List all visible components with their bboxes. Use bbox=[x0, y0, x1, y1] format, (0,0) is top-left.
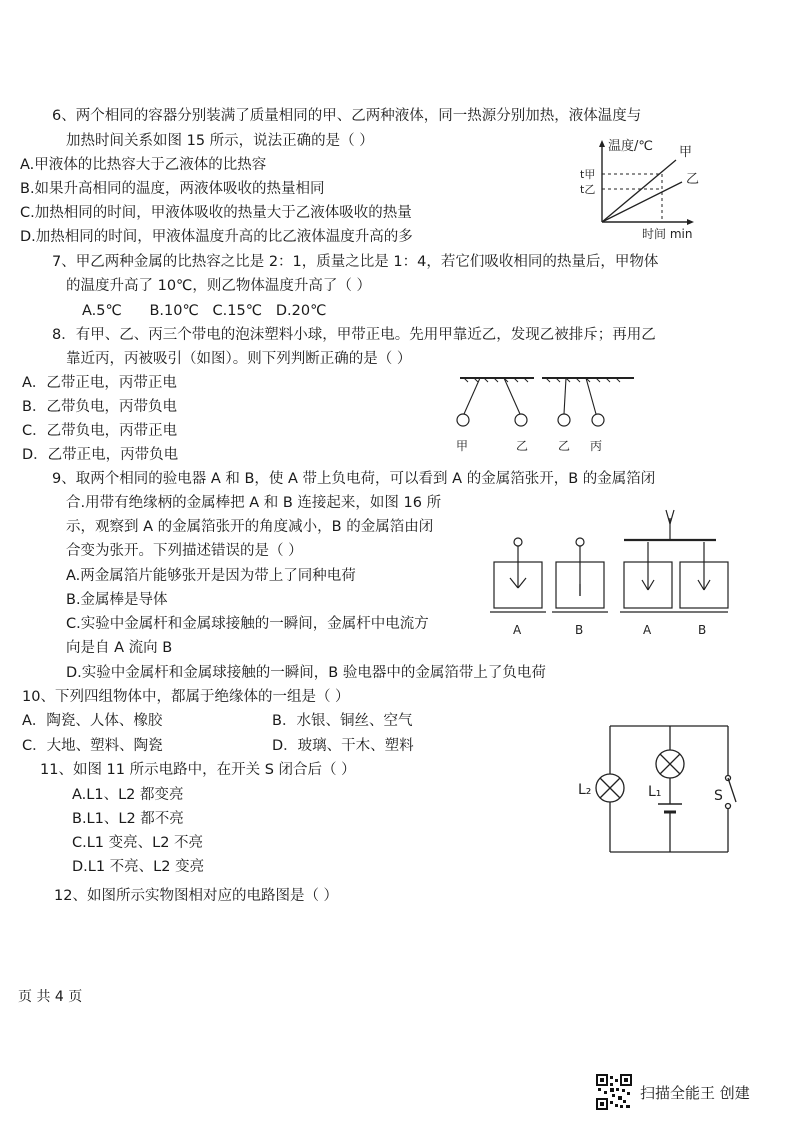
q9-label-a-2: A bbox=[643, 623, 652, 637]
q9-option-b: B.金属棒是导体 bbox=[66, 592, 168, 608]
q9-label-a-1: A bbox=[513, 623, 522, 637]
q6-graph-t-yi: t乙 bbox=[580, 183, 596, 196]
q6-stem-line1: 6、两个相同的容器分别装满了质量相同的甲、乙两种液体，同一热源分别加热，液体温度与 bbox=[52, 108, 642, 124]
q8-option-a: A．乙带正电，丙带正电 bbox=[22, 375, 177, 391]
q8-hanging-balls-figure bbox=[450, 370, 650, 458]
q8-option-b: B．乙带负电，丙带负电 bbox=[22, 399, 177, 415]
q8-stem-line1: 8．有甲、乙、丙三个带电的泡沫塑料小球，甲带正电。先用甲靠近乙，发现乙被排斥；再用乙 bbox=[52, 327, 656, 343]
q8-label-jia: 甲 bbox=[456, 439, 469, 453]
q8-label-yi-2: 乙 bbox=[558, 439, 571, 453]
q11-label-l2: L₂ bbox=[578, 782, 592, 798]
q11-option-b: B.L1、L2 都不亮 bbox=[72, 811, 184, 827]
q6-graph-ylabel: 温度/℃ bbox=[608, 139, 653, 154]
q8-stem-line2: 靠近丙，丙被吸引（如图）。则下列判断正确的是（ ） bbox=[66, 351, 412, 367]
q8-option-d: D．乙带正电，丙带负电 bbox=[22, 447, 179, 463]
q9-stem-line4: 合变为张开。下列描述错误的是（ ） bbox=[66, 543, 303, 559]
q10-option-c: C．大地、塑料、陶瓷 bbox=[22, 738, 163, 754]
q12-stem: 12、如图所示实物图相对应的电路图是（ ） bbox=[54, 888, 339, 904]
q8-label-bing: 丙 bbox=[590, 439, 603, 453]
q9-label-b-2: B bbox=[698, 623, 707, 637]
q7-stem-line1: 7、甲乙两种金属的比热容之比是 2：1，质量之比是 1：4，若它们吸收相同的热量后，甲物体 bbox=[52, 254, 659, 270]
q6-graph-line-jia: 甲 bbox=[679, 145, 693, 160]
q11-label-s: S bbox=[714, 788, 723, 804]
q6-temperature-time-graph bbox=[578, 136, 708, 244]
q9-label-b-1: B bbox=[575, 623, 584, 637]
q9-option-c-cont: 向是自 A 流向 B bbox=[66, 640, 173, 656]
q11-circuit-diagram bbox=[576, 716, 746, 858]
q10-option-d: D．玻璃、干木、塑料 bbox=[272, 738, 414, 754]
q9-stem-line2: 合.用带有绝缘柄的金属棒把 A 和 B 连接起来，如图 16 所 bbox=[66, 495, 442, 511]
scanner-label: 扫描全能王 创建 bbox=[640, 1083, 750, 1102]
q11-option-a: A.L1、L2 都变亮 bbox=[72, 787, 184, 803]
q11-label-l1: L₁ bbox=[648, 784, 662, 800]
q11-option-d: D.L1 不亮、L2 变亮 bbox=[72, 859, 205, 875]
q9-option-d: D.实验中金属杆和金属球接触的一瞬间，B 验电器中的金属箔带上了负电荷 bbox=[66, 665, 546, 681]
q9-option-a: A.两金属箔片能够张开是因为带上了同种电荷 bbox=[66, 568, 356, 584]
q10-option-a: A．陶瓷、人体、橡胶 bbox=[22, 713, 163, 729]
q6-option-a: A.甲液体的比热容大于乙液体的比热容 bbox=[20, 157, 267, 173]
scanner-watermark bbox=[596, 1074, 750, 1110]
q8-option-c: C．乙带负电，丙带正电 bbox=[22, 423, 178, 439]
q11-stem: 11、如图 11 所示电路中，在开关 S 闭合后（ ） bbox=[40, 762, 356, 778]
q7-stem-line2: 的温度升高了 10℃，则乙物体温度升高了（ ） bbox=[66, 278, 371, 294]
page-footer: 页 共 4 页 bbox=[18, 989, 83, 1005]
q6-stem-line2: 加热时间关系如图 15 所示，说法正确的是（ ） bbox=[66, 133, 374, 149]
q9-electroscope-figure bbox=[488, 506, 730, 640]
q9-stem-line3: 示，观察到 A 的金属箔张开的角度减小，B 的金属箔由闭 bbox=[66, 519, 434, 535]
q11-option-c: C.L1 变亮、L2 不亮 bbox=[72, 835, 204, 851]
q6-graph-t-jia: t甲 bbox=[580, 168, 596, 181]
q6-option-c: C.加热相同的时间，甲液体吸收的热量大于乙液体吸收的热量 bbox=[20, 205, 412, 221]
qr-code-icon bbox=[596, 1074, 632, 1110]
q6-option-b: B.如果升高相同的温度，两液体吸收的热量相同 bbox=[20, 181, 325, 197]
q10-stem: 10、下列四组物体中，都属于绝缘体的一组是（ ） bbox=[22, 689, 350, 705]
q6-graph-xlabel: 时间 min bbox=[642, 227, 693, 241]
q6-graph-line-yi: 乙 bbox=[686, 172, 700, 187]
q9-option-c: C.实验中金属杆和金属球接触的一瞬间，金属杆中电流方 bbox=[66, 616, 429, 632]
q8-label-yi-1: 乙 bbox=[516, 439, 529, 453]
q9-stem-line1: 9、取两个相同的验电器 A 和 B，使 A 带上负电荷，可以看到 A 的金属箔张开，B 的金属箔闭 bbox=[52, 471, 656, 487]
q6-option-d: D.加热相同的时间，甲液体温度升高的比乙液体温度升高的多 bbox=[20, 229, 413, 245]
q10-option-b: B．水银、铜丝、空气 bbox=[272, 713, 413, 729]
q7-options: A.5℃ B.10℃ C.15℃ D.20℃ bbox=[82, 303, 327, 319]
